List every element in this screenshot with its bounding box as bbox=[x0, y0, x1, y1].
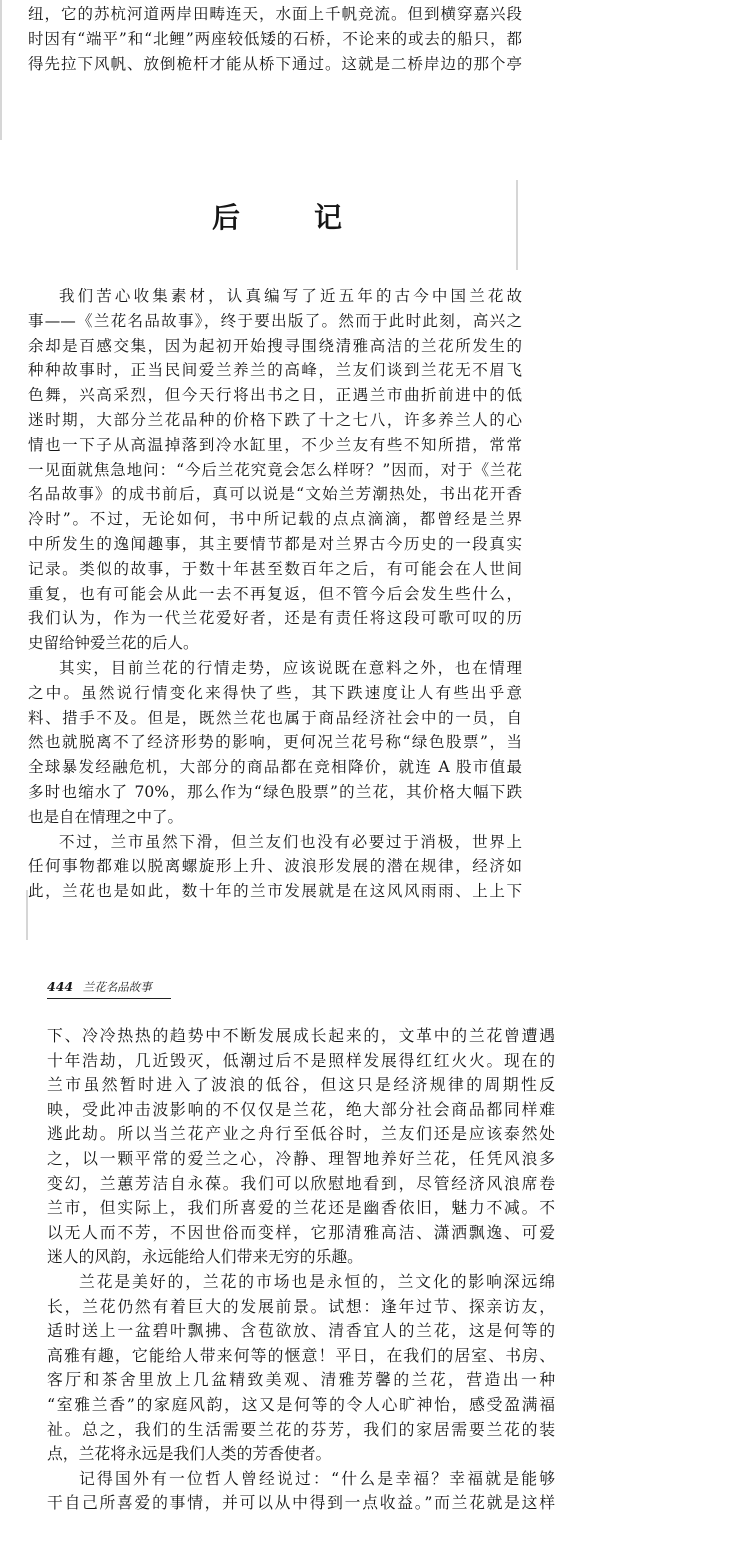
text-line: 其实，目前兰花的行情走势，应该说既在意料之外，也在情理 bbox=[59, 658, 522, 677]
text-line: 以无人而不芳，不因世俗而变样，它那清雅高洁、潇洒飘逸、可爱 bbox=[47, 1222, 555, 1242]
text-line: 长，兰花仍然有着巨大的发展前景。试想：逢年过节、探亲访友， bbox=[47, 1296, 555, 1316]
text-line: 下、冷冷热热的趋势中不断发展成长起来的，文革中的兰花曾遭遇 bbox=[47, 1026, 555, 1045]
paragraph bbox=[28, 284, 522, 656]
text-line: 干自己所喜爱的事情，并可以从中得到一点收益。”而兰花就是这样 bbox=[47, 1493, 555, 1513]
text-line: 然也就脱离不了经济形势的影响，更何况兰花号称“绿色股票”，当 bbox=[28, 733, 522, 752]
text-line: 名品故事》的成书前后，真可以说是“文始兰芳潮热处，书出花开香 bbox=[28, 485, 522, 504]
text-line: 余却是百感交集，因为起初开始搜寻围绕清雅高洁的兰花所发生的 bbox=[28, 336, 522, 355]
paragraph bbox=[47, 1024, 555, 1270]
text-line: 客厅和茶舍里放上几盆精致美观、清雅芳馨的兰花，营造出一种 bbox=[47, 1370, 555, 1390]
title-char: 记 bbox=[313, 201, 342, 234]
page-header bbox=[47, 978, 171, 999]
text-line: “室雅兰香”的家庭风韵，这又是何等的令人心旷神怡，感受盈满福 bbox=[47, 1394, 555, 1414]
text-line: 我们认为，作为一代兰花爱好者，还是有责任将这段可歌可叹的历 bbox=[28, 609, 522, 628]
text-line: 兰市虽然暂时进入了波浪的低谷，但这只是经济规律的周期性反 bbox=[47, 1075, 555, 1095]
paragraph bbox=[28, 830, 522, 904]
text-line: 重复，也有可能会从此一去不再复返，但不管今后会发生些什么， bbox=[28, 584, 522, 603]
text-line: 此，兰花也是如此，数十年的兰市发展就是在这风风雨雨、上上下 bbox=[28, 882, 522, 901]
text-line: 迷人的风韵，永远能给人们带来无穷的乐趣。 bbox=[47, 1247, 363, 1267]
text-line: 记得国外有一位哲人曾经说过：“什么是幸福？幸福就是能够 bbox=[79, 1468, 555, 1488]
text-line: 色舞，兴高采烈，但今天行将出书之日，正遇兰市曲折前进中的低 bbox=[28, 386, 522, 405]
text-line: 之，以一颗平常的爱兰之心，冷静、理智地养好兰花，任凭风浪多 bbox=[47, 1148, 555, 1168]
text-line: 一见面就焦急地问：“今后兰花究竟会怎么样呀？”因而，对于《兰花 bbox=[28, 460, 522, 479]
afterword-body-part1 bbox=[28, 284, 522, 904]
text-line: 料、措手不及。但是，既然兰花也属于商品经济社会中的一员，自 bbox=[28, 708, 522, 727]
text-line: 不过，兰市虽然下滑，但兰友们也没有必要过于消极，世界上 bbox=[59, 832, 522, 851]
text-line: 也是自在情理之中了。 bbox=[28, 807, 184, 826]
text-line: 史留给钟爱兰花的后人。 bbox=[28, 634, 199, 653]
afterword-title bbox=[212, 196, 342, 236]
text-line: 任何事物都难以脱离螺旋形上升、波浪形发展的潜在规律，经济如 bbox=[28, 857, 522, 876]
running-title: 兰花名品故事 bbox=[82, 980, 152, 994]
text-line: 全球暴发经融危机，大部分的商品都在竞相降价，就连 A 股市值最 bbox=[28, 758, 522, 777]
page-number: 444 bbox=[47, 979, 74, 994]
text-line: 多时也缩水了 70%，那么作为“绿色股票”的兰花，其价格大幅下跌 bbox=[28, 782, 522, 801]
text-line: 兰市，但实际上，我们所喜爱的兰花还是幽香依旧，魅力不减。不 bbox=[47, 1198, 555, 1218]
text-line: 种种故事时，正当民间爱兰养兰的高峰，兰友们谈到兰花无不眉飞 bbox=[28, 361, 522, 380]
text-line: 点，兰花将永远是我们人类的芳香使者。 bbox=[47, 1444, 332, 1464]
text-line: 得先拉下风帆、放倒桅杆才能从桥下通过。这就是二桥岸边的那个亭 bbox=[28, 54, 522, 73]
text-line: 迷时期，大部分兰花品种的价格下跌了十之七八，许多养兰人的心 bbox=[28, 410, 522, 429]
text-line: 之中。虽然说行情变化来得快了些，其下跌速度让人有些出乎意 bbox=[28, 683, 522, 702]
text-line: 纽，它的苏杭河道两岸田畴连天，水面上千帆竞流。但到横穿嘉兴段 bbox=[28, 5, 522, 23]
paragraph bbox=[47, 1270, 555, 1467]
text-line: 十年浩劫，几近毁灭，低潮过后不是照样发展得红红火火。现在的 bbox=[47, 1050, 555, 1070]
text-line: 记录。类似的故事，于数十年甚至数百年之后，有可能会在人世间 bbox=[28, 559, 522, 578]
text-line: 映，受此冲击波影响的不仅仅是兰花，绝大部分社会商品都同样难 bbox=[47, 1099, 555, 1119]
paragraph bbox=[47, 1467, 555, 1516]
text-line: 适时送上一盆碧叶飘拂、含苞欲放、清香宜人的兰花，这是何等的 bbox=[47, 1321, 555, 1341]
previous-page-fragment bbox=[28, 2, 522, 76]
text-line: 事——《兰花名品故事》，终于要出版了。然而于此时此刻，高兴之 bbox=[28, 311, 522, 330]
text-line: 中所发生的逸闻趣事，其主要情节都是对兰界古今历史的一段真实 bbox=[28, 534, 522, 553]
text-line: 高雅有趣，它能给人带来何等的惬意！平日，在我们的居室、书房、 bbox=[47, 1345, 555, 1365]
afterword-body-part2 bbox=[47, 1024, 555, 1516]
text-line: 祉。总之，我们的生活需要兰花的芬芳，我们的家居需要兰花的装 bbox=[47, 1419, 555, 1439]
text-line: 时因有“端平”和“北鲤”两座较低矮的石桥，不论来的或去的船只，都 bbox=[28, 29, 522, 48]
text-line: 变幻，兰蕙芳洁自永葆。我们可以欣慰地看到，尽管经济风浪席卷 bbox=[47, 1173, 555, 1193]
scan-edge-mark bbox=[0, 0, 2, 140]
text-line: 情也一下子从高温掉落到冷水缸里，不少兰友有些不知所措，常常 bbox=[28, 435, 522, 454]
text-line: 兰花是美好的，兰花的市场也是永恒的，兰文化的影响深远绵 bbox=[79, 1271, 555, 1291]
title-char: 后 bbox=[212, 201, 241, 234]
text-line: 冷时”。不过，无论如何，书中所记载的点点滴滴，都曾经是兰界 bbox=[28, 510, 522, 529]
text-line: 我们苦心收集素材，认真编写了近五年的古今中国兰花故 bbox=[59, 287, 522, 305]
text-line: 逃此劫。所以当兰花产业之舟行至低谷时，兰友们还是应该泰然处 bbox=[47, 1124, 555, 1144]
paragraph bbox=[28, 656, 522, 830]
scan-edge-mark bbox=[516, 180, 518, 270]
